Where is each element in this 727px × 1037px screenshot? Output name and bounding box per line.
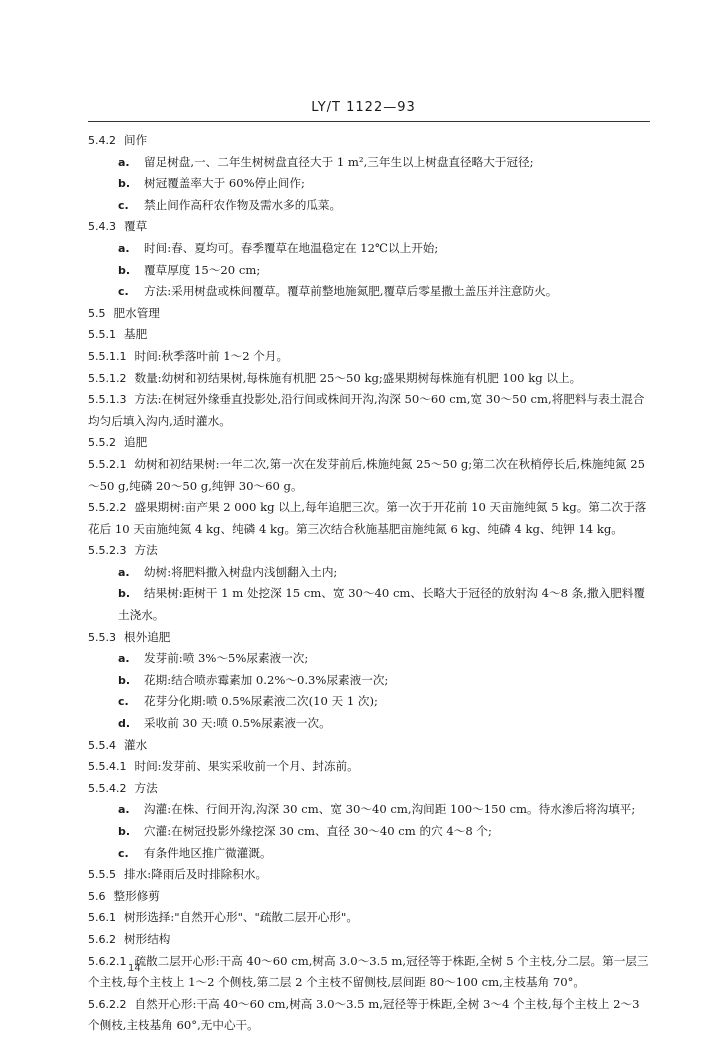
heading-5-5-4-2: 5.5.4.2 方法 xyxy=(88,780,158,795)
para-5-5-1-2: 5.5.1.2 数量:幼树和初结果树,每株施有机肥 25～50 kg;盛果期树每株施有机肥 100 kg 以上。 xyxy=(88,370,582,385)
item-5-5-2-3-a: a. 幼树:将肥料撒入树盘内浅刨翻入土内; xyxy=(118,564,338,579)
heading-5-5-2: 5.5.2 追肥 xyxy=(88,435,148,450)
item-5-5-4-2-b: b. 穴灌:在树冠投影外缘挖深 30 cm、直径 30～40 cm 的穴 4～8 个; xyxy=(118,824,492,838)
para-5-5-5: 5.5.5 排水:降雨后及时排除积水。 xyxy=(88,867,268,882)
heading-5-5-3: 5.5.3 根外追肥 xyxy=(88,629,171,644)
item-5-4-2-c: c. 禁止间作高秆农作物及需水多的瓜菜。 xyxy=(118,197,342,212)
item-5-5-2-3-b: b. 结果树:距树干 1 m 处挖深 15 cm、宽 30～40 cm、长略大于冠径的放射沟 4～8 条,撒入肥料覆土浇水。 xyxy=(118,586,645,623)
heading-5-4-2: 5.4.2 间作 xyxy=(88,133,148,147)
para-5-5-4-1: 5.5.4.1 时间:发芽前、果实采收前一个月、封冻前。 xyxy=(88,759,359,774)
item-5-4-2-a: a. 留足树盘,一、二年生树树盘直径大于 1 m²,三年生以上树盘直径略大于冠径; xyxy=(118,154,534,169)
header-rule xyxy=(88,121,650,122)
heading-5-6-2: 5.6.2 树形结构 xyxy=(88,931,171,946)
item-5-5-3-a: a. 发芽前:喷 3%～5%尿素液一次; xyxy=(118,651,309,666)
para-5-6-2-1: 5.6.2.1 疏散二层开心形:干高 40～60 cm,树高 3.0～3.5 m,冠径等于株距,全树 5 个主枝,分二层。第一层三个主枝,每个主枝上 1～2 个侧枝,第二层 2 个主枝不留侧枝,层间距 80～100 cm,主枝基角 70°。 xyxy=(88,953,649,990)
para-5-5-1-1: 5.5.1.1 时间:秋季落叶前 1～2 个月。 xyxy=(88,348,289,363)
item-5-4-3-b: b. 覆草厚度 15～20 cm; xyxy=(118,262,261,277)
item-5-4-2-b: b. 树冠覆盖率大于 60%停止间作; xyxy=(118,176,305,191)
para-5-6-2-2: 5.6.2.2 自然开心形:干高 40～60 cm,树高 3.0～3.5 m,冠径等于株距,全树 3～4 个主枝,每个主枝上 2～3 个侧枝,主枝基角 60°,无中心干。 xyxy=(88,996,640,1033)
heading-5-5-2-3: 5.5.2.3 方法 xyxy=(88,543,158,558)
item-5-5-3-b: b. 花期:结合喷赤霉素加 0.2%～0.3%尿素液一次; xyxy=(118,672,389,687)
heading-5-5-1: 5.5.1 基肥 xyxy=(88,327,148,342)
para-5-6-1: 5.6.1 树形选择:"自然开心形"、"疏散二层开心形"。 xyxy=(88,910,358,925)
item-5-5-3-c: c. 花芽分化期:喷 0.5%尿素液二次(10 天 1 次); xyxy=(118,694,378,709)
heading-5-6: 5.6 整形修剪 xyxy=(88,888,160,903)
item-5-5-4-2-a: a. 沟灌:在株、行间开沟,沟深 30 cm、宽 30～40 cm,沟间距 100～150 cm。待水渗后将沟填平; xyxy=(118,802,636,817)
item-5-4-3-c: c. 方法:采用树盘或株间覆草。覆草前整地施氮肥,覆草后零星撒土盖压并注意防火。 xyxy=(118,284,558,299)
item-5-5-4-2-c: c. 有条件地区推广微灌溉。 xyxy=(118,845,272,860)
heading-5-4-3: 5.4.3 覆草 xyxy=(88,219,148,234)
heading-5-5: 5.5 肥水管理 xyxy=(88,305,160,320)
standard-code-header: LY/T 1122—93 xyxy=(311,100,416,115)
para-5-5-2-1: 5.5.2.1 幼树和初结果树:一年二次,第一次在发芽前后,株施纯氮 25～50 g;第二次在秋梢停长后,株施纯氮 25～50 g,纯磷 20～50 g,纯钾 30～60 g。 xyxy=(88,456,646,493)
para-5-5-2-2: 5.5.2.2 盛果期树:亩产果 2 000 kg 以上,每年追肥三次。第一次于开花前 10 天亩施纯氮 5 kg。第二次于落花后 10 天亩施纯氮 4 kg、纯磷 4 kg。第三次结合秋施基肥亩施纯氮 6 kg、纯磷 4 kg、纯钾 14 kg。 xyxy=(88,500,647,536)
page-number: 14 xyxy=(128,963,141,974)
para-5-5-1-3: 5.5.1.3 方法:在树冠外缘垂直投影处,沿行间或株间开沟,沟深 50～60 cm,宽 30～50 cm,将肥料与表土混合均匀后填入沟内,适时灌水。 xyxy=(88,392,645,428)
item-5-4-3-a: a. 时间:春、夏均可。春季覆草在地温稳定在 12℃以上开始; xyxy=(118,240,439,255)
document-body xyxy=(88,130,653,1037)
heading-5-5-4: 5.5.4 灌水 xyxy=(88,737,148,752)
item-5-5-3-d: d. 采收前 30 天:喷 0.5%尿素液一次。 xyxy=(118,716,331,731)
